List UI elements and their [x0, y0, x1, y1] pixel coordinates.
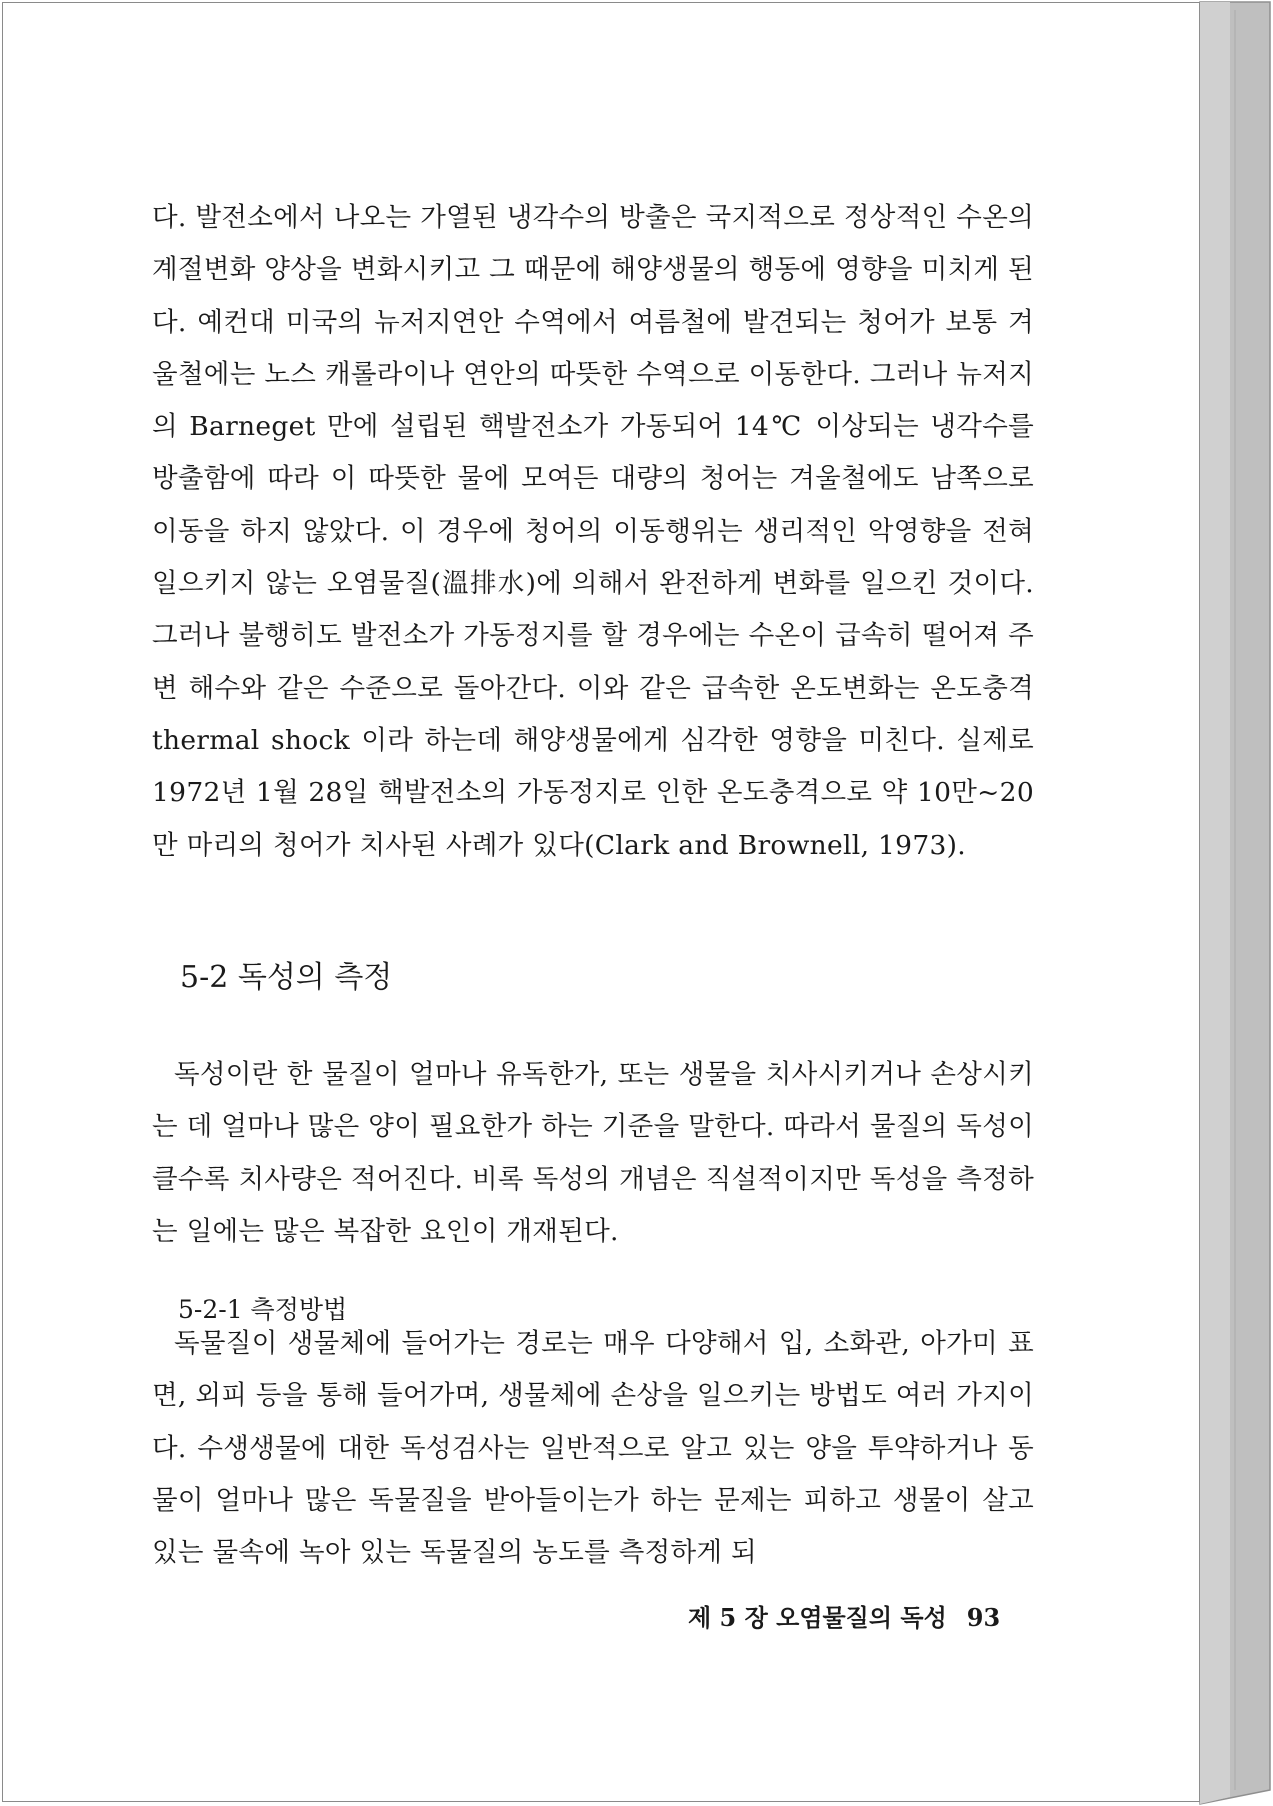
body-paragraph-3 [152, 1318, 1034, 1579]
body-paragraph-3-text: 독물질이 생물체에 들어가는 경로는 매우 다양해서 입, 소화관, 아가미 표면, 외피 등을 통해 들어가며, 생물체에 손상을 일으키는 방법도 여러 가지이다. 수생생물에 대한 독성검사는 일반적으로 알고 있는 양을 투약하거나 동물이 얼마나 많은 독물질을 받아들이는가 하는 문제는 피하고 생물이 살고 있는 물속에 녹아 있는 독물질의 농도를 측정하게 되 [152, 1328, 1034, 1569]
page-number: 93 [966, 1603, 1001, 1632]
body-paragraph-2-text: 독성이란 한 물질이 얼마나 유독한가, 또는 생물을 치사시키거나 손상시키는 데 얼마나 많은 양이 필요한가 하는 기준을 말한다. 따라서 물질의 독성이 클수록 치사량은 적어진다. 비록 독성의 개념은 직설적이지만 독성을 측정하는 일에는 많은 복잡한 요인이 개재된다. [152, 1059, 1034, 1247]
body-paragraph-1: 다. 발전소에서 나오는 가열된 냉각수의 방출은 국지적으로 정상적인 수온의 계절변화 양상을 변화시키고 그 때문에 해양생물의 행동에 영향을 미치게 된다. 예컨대 미국의 뉴저지연안 수역에서 여름철에 발견되는 청어가 보통 겨울철에는 노스 캐롤라이나 연안의 따뜻한 수역으로 이동한다. 그러나 뉴저지의 Barneget 만에 설립된 핵발전소가 가동되어 14℃ 이상되는 냉각수를 방출함에 따라 이 따뜻한 물에 모여든 대량의 청어는 겨울철에도 남쪽으로 이동을 하지 않았다. 이 경우에 청어의 이동행위는 생리적인 악영향을 전혀 일으키지 않는 오염물질(溫排水)에 의해서 완전하게 변화를 일으킨 것이다. 그러나 불행히도 발전소가 가동정지를 할 경우에는 수온이 급속히 떨어져 주변 해수와 같은 수준으로 돌아간다. 이와 같은 급속한 온도변화는 온도충격 thermal shock 이라 하는데 해양생물에게 심각한 영향을 미친다. 실제로 1972년 1월 28일 핵발전소의 가동정지로 인한 온도충격으로 약 10만~20만 마리의 청어가 치사된 사례가 있다(Clark and Brownell, 1973). [152, 202, 1034, 861]
section-heading: 5-2 독성의 측정 [180, 960, 393, 995]
body-paragraph-2 [152, 1049, 1034, 1258]
page-footer [688, 1600, 1018, 1636]
subsection-heading: 5-2-1 측정방법 [178, 1295, 348, 1324]
running-chapter-title: 제 5 장 오염물질의 독성 [688, 1603, 947, 1632]
